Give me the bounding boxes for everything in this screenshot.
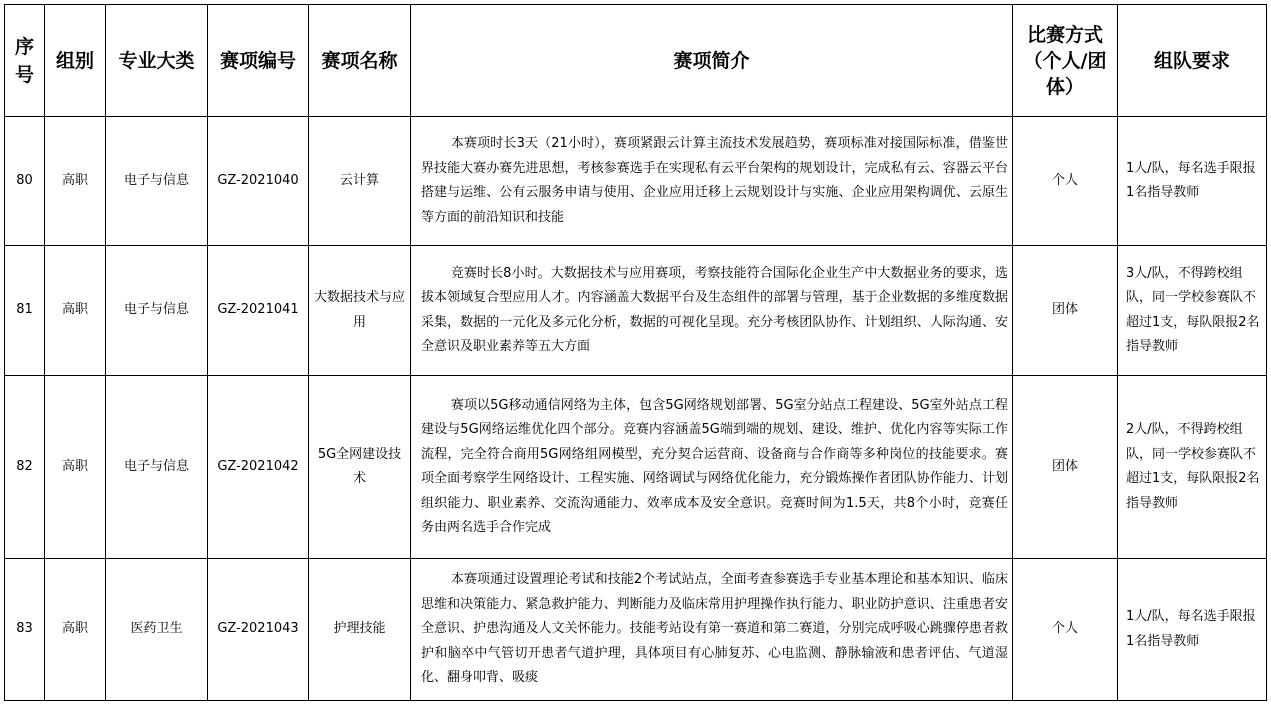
header-category: 专业大类 [106,5,208,117]
table-row [5,559,1267,701]
cell-category: 医药卫生 [106,559,208,701]
cell-group: 高职 [45,376,106,559]
cell-group: 高职 [45,559,106,701]
cell-category: 电子与信息 [106,246,208,376]
intro-text: 本赛项时长3天（21小时），赛项紧跟云计算主流技术发展趋势，赛项标准对接国际标准，借鉴世界技能大赛办赛先进思想，考核参赛选手在实现私有云平台架构的规划设计，完成私有云、容器云平台搭建与运维、公有云服务申请与使用、企业应用迁移上云规划设计与实施、企业应用架构调优、云原生等方面的前沿知识和技能 [421,136,1008,225]
cell-intro [411,559,1013,701]
header-name: 赛项名称 [309,5,411,117]
table-row [5,246,1267,376]
cell-mode: 团体 [1013,376,1118,559]
table-row [5,376,1267,559]
header-row [5,5,1267,117]
cell-name: 云计算 [309,117,411,246]
cell-team: 1人/队，每名选手限报1名指导教师 [1118,117,1267,246]
cell-category: 电子与信息 [106,376,208,559]
cell-seq: 82 [5,376,45,559]
header-mode: 比赛方式（个人/团体） [1013,5,1118,117]
cell-intro [411,117,1013,246]
header-seq: 序号 [5,5,45,117]
table-row [5,117,1267,246]
cell-name: 护理技能 [309,559,411,701]
cell-seq: 83 [5,559,45,701]
header-code: 赛项编号 [208,5,309,117]
cell-seq: 81 [5,246,45,376]
cell-mode: 个人 [1013,559,1118,701]
cell-code: GZ-2021040 [208,117,309,246]
cell-intro [411,376,1013,559]
cell-seq: 80 [5,117,45,246]
cell-code: GZ-2021043 [208,559,309,701]
cell-group: 高职 [45,246,106,376]
cell-code: GZ-2021041 [208,246,309,376]
header-group: 组别 [45,5,106,117]
cell-mode: 团体 [1013,246,1118,376]
cell-mode: 个人 [1013,117,1118,246]
intro-text: 竞赛时长8小时。大数据技术与应用赛项，考察技能符合国际化企业生产中大数据业务的要求，选拔本领域复合型应用人才。内容涵盖大数据平台及生态组件的部署与管理，基于企业数据的多维度数据采集，数据的一元化及多元化分析，数据的可视化呈现。充分考核团队协作、计划组织、人际沟通、安全意识及职业素养等五大方面 [421,265,1008,354]
cell-name: 5G全网建设技术 [309,376,411,559]
header-intro: 赛项简介 [411,5,1013,117]
intro-text: 赛项以5G移动通信网络为主体，包含5G网络规划部署、5G室分站点工程建设、5G室外站点工程建设与5G网络运维优化四个部分。竞赛内容涵盖5G端到端的规划、建设、维护、优化内容等实际工作流程，完全符合商用5G网络组网模型，充分契合运营商、设备商与合作商等多种岗位的技能要求。赛项全面考察学生网络设计、工程实施、网络调试与网络优化能力，充分锻炼操作者团队协作能力、计划组织能力、职业素养、交流沟通能力、效率成本及安全意识。竞赛时间为1.5天，共8个小时，竞赛任务由两名选手合作完成 [421,397,1008,535]
intro-text: 本赛项通过设置理论考试和技能2个考试站点，全面考查参赛选手专业基本理论和基本知识、临床思维和决策能力、紧急救护能力、判断能力及临床常用护理操作执行能力、职业防护意识、注重患者安全意识、护患沟通及人文关怀能力。技能考站设有第一赛道和第二赛道，分别完成呼吸心跳骤停患者救护和脑卒中气管切开患者气道护理，具体项目有心肺复苏、心电监测、静脉输液和患者评估、气道湿化、翻身叩背、吸痰 [421,572,1008,686]
competition-table [4,4,1267,701]
cell-intro [411,246,1013,376]
cell-name: 大数据技术与应用 [309,246,411,376]
header-team: 组队要求 [1118,5,1267,117]
cell-code: GZ-2021042 [208,376,309,559]
cell-category: 电子与信息 [106,117,208,246]
cell-team: 2人/队，不得跨校组队，同一学校参赛队不超过1支，每队限报2名指导教师 [1118,376,1267,559]
cell-group: 高职 [45,117,106,246]
cell-team: 3人/队，不得跨校组队，同一学校参赛队不超过1支，每队限报2名指导教师 [1118,246,1267,376]
cell-team: 1人/队，每名选手限报1名指导教师 [1118,559,1267,701]
